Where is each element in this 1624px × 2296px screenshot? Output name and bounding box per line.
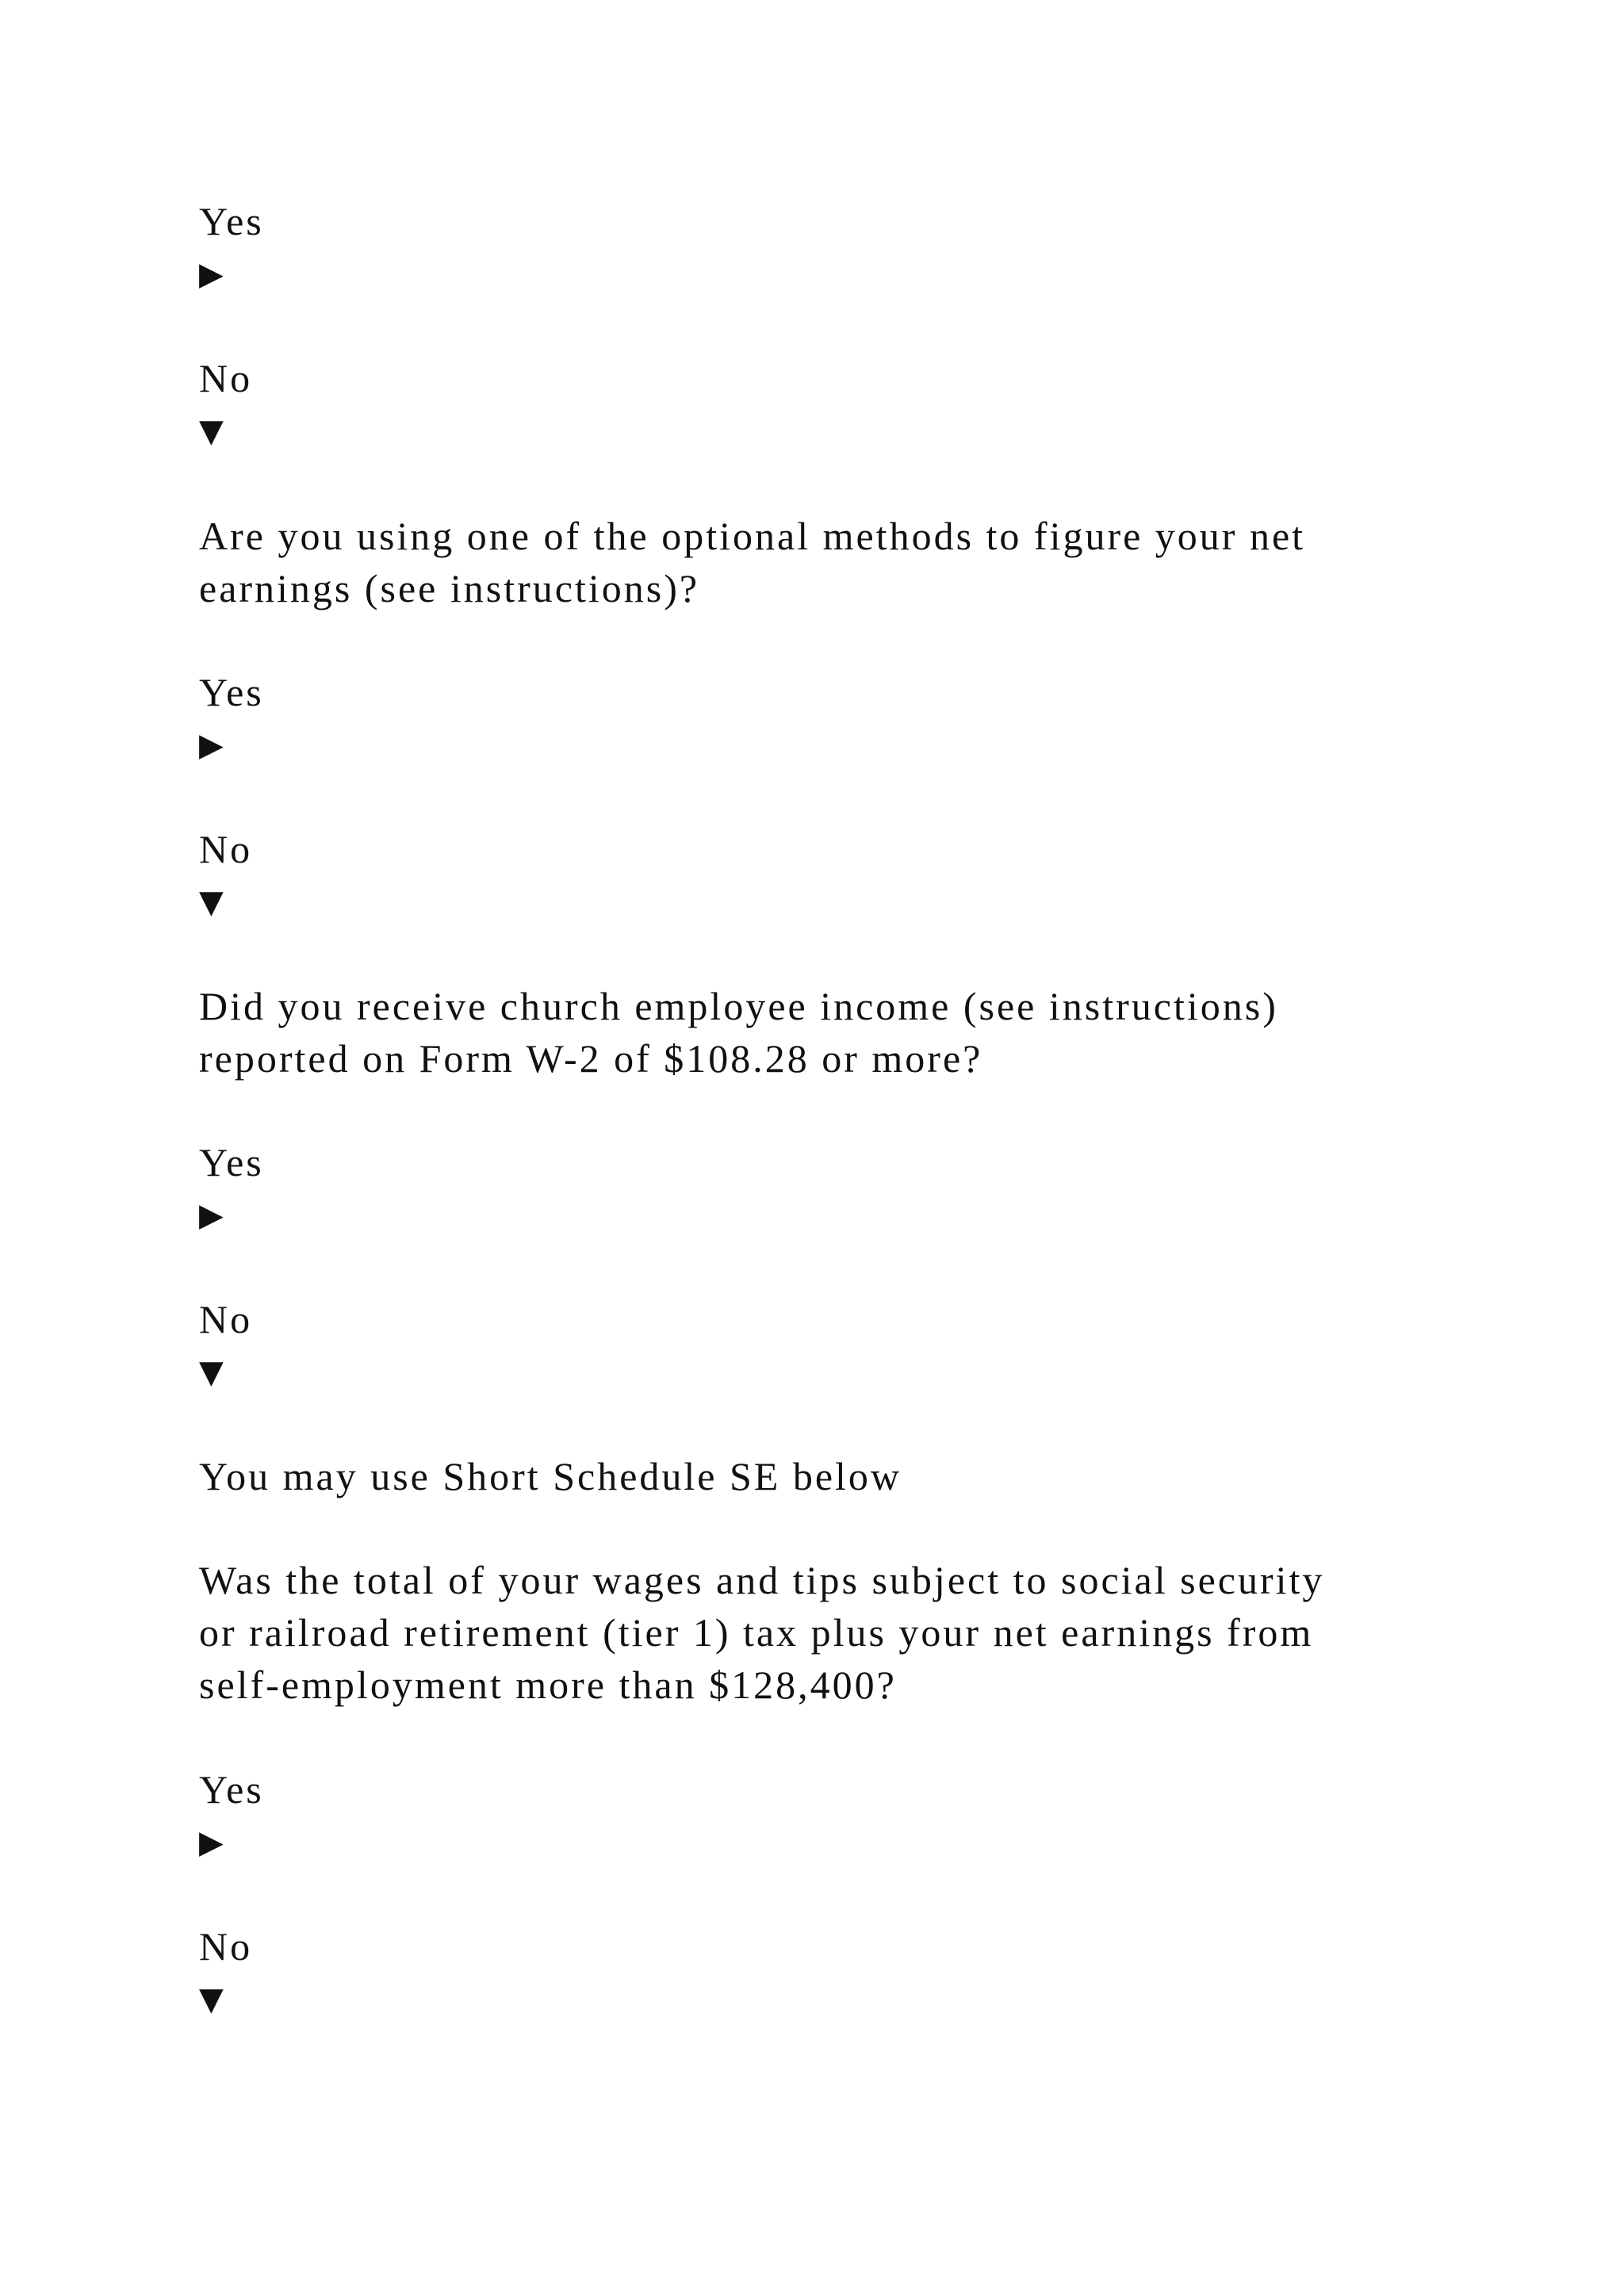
down-arrow-icon: ▼ [199,1354,224,1391]
down-arrow-icon: ▼ [199,413,224,450]
yes-label: Yes [199,670,264,714]
down-arrow-icon: ▼ [199,884,224,920]
question-wages-tips-line-3: self-employment more than $128,400? [199,1663,897,1707]
question-church-income-line-2: reported on Form W-2 of $108.28 or more? [199,1036,983,1081]
no-label: No [199,356,253,400]
question-wages-tips-line-1: Was the total of your wages and tips subject to social security [199,1558,1325,1602]
question-optional-methods-line-2: earnings (see instructions)? [199,566,700,610]
no-label: No [199,1924,253,1969]
yes-label: Yes [199,1767,264,1812]
no-label: No [199,827,253,871]
short-schedule-note: You may use Short Schedule SE below [199,1454,902,1498]
right-arrow-icon: ▶ [199,727,224,763]
question-wages-tips-line-2: or railroad retirement (tier 1) tax plus your net earnings from [199,1610,1314,1655]
question-optional-methods-line-1: Are you using one of the optional methods to figure your net [199,514,1306,558]
right-arrow-icon: ▶ [199,256,224,293]
right-arrow-icon: ▶ [199,1197,224,1234]
no-label: No [199,1297,253,1341]
question-church-income-line-1: Did you receive church employee income (see instructions) [199,984,1278,1028]
down-arrow-icon: ▼ [199,1981,224,2018]
yes-label: Yes [199,199,264,243]
yes-label: Yes [199,1140,264,1184]
right-arrow-icon: ▶ [199,1824,224,1861]
